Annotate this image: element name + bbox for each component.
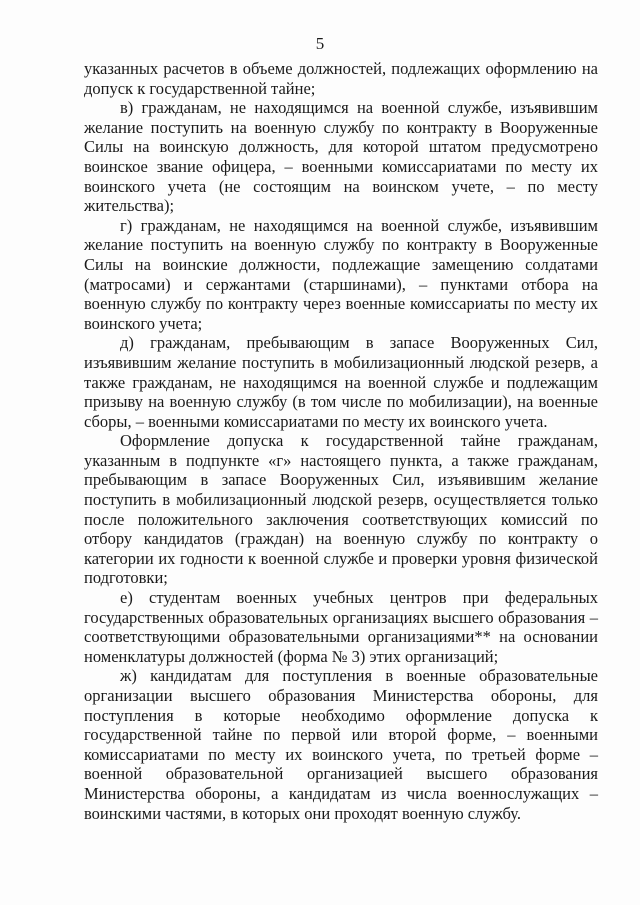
page-number: 5 (315, 34, 325, 53)
paragraph-continuation: указанных расчетов в объеме должностей, подлежащих оформлению на допуск к государственной тайне; (84, 59, 598, 98)
paragraph-item-g: г) гражданам, не находящимся на военной службе, изъявившим желание поступить на военную службу по контракту в Вооруженные Силы на воинские должности, подлежащие замещению солдатами (матросами) и сержантами (старшинами), – пунктами отбора на военную службу по контракту через военные комиссариаты по месту их воинского учета; (84, 215, 598, 333)
paragraph-item-e: е) студентам военных учебных центров при федеральных государственных образовательных организациях высшего образования – соответствующими образовательными организациями** на основании номенклатуры должностей (форма № 3) этих организаций; (84, 588, 598, 666)
document-body (84, 59, 598, 823)
paragraph-item-zh: ж) кандидатам для поступления в военные образовательные организации высшего образования Министерства обороны, для поступления в которые необходимо оформление допуска к государственной тайне по первой или второй форме, – военными комиссариатами по месту их воинского учета, по третьей форме – военной образовательной организацией высшего образования Министерства обороны, а кандидатам из числа военнослужащих – воинскими частями, в которых они проходят военную службу. (84, 666, 598, 823)
paragraph-item-v: в) гражданам, не находящимся на военной службе, изъявившим желание поступить на военную службу по контракту в Вооруженные Силы на воинскую должность, для которой штатом предусмотрено воинское звание офицера, – военными комиссариатами по месту их воинского учета (не состоящим на воинском учете, – по месту жительства); (84, 98, 598, 216)
paragraph-item-d: д) гражданам, пребывающим в запасе Вооруженных Сил, изъявившим желание поступить в мобилизационный людской резерв, а также гражданам, не находящимся на военной службе и подлежащим призыву на военную службу (в том числе по мобилизации), на военные сборы, – военными комиссариатами по месту их воинского учета. (84, 333, 598, 431)
paragraph-clearance-note: Оформление допуска к государственной тайне гражданам, указанным в подпункте «г» настоящего пункта, а также гражданам, пребывающим в запасе Вооруженных Сил, изъявившим желание поступить в мобилизационный людской резерв, осуществляется только после положительного заключения соответствующих комиссий по отбору кандидатов (граждан) на военную службу по контракту о категории их годности к военной службе и проверки уровня физической подготовки; (84, 431, 598, 588)
